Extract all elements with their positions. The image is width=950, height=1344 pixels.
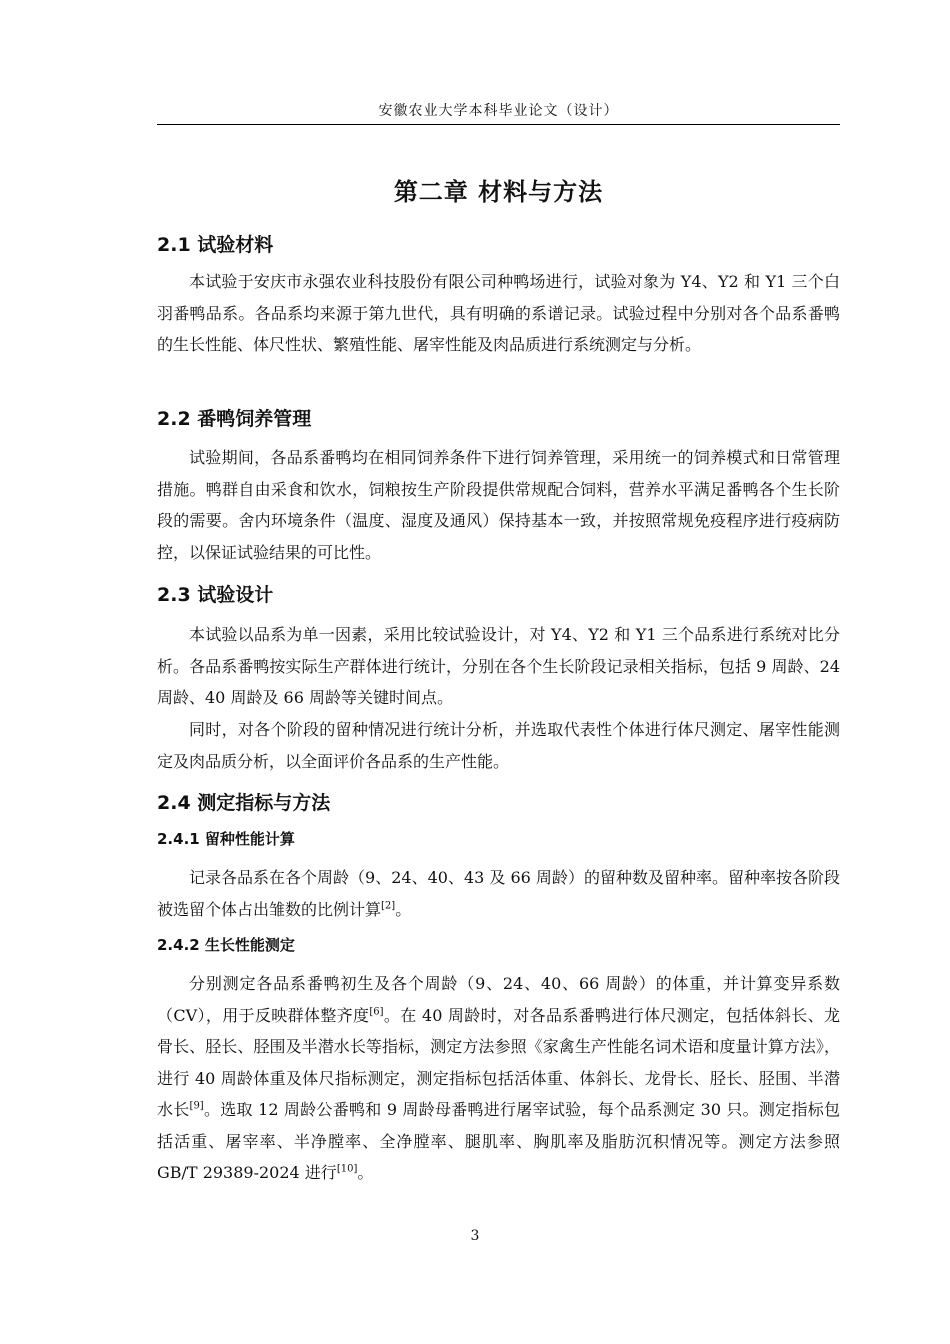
section-2-3-paragraph-1: 本试验以品系为单一因素，采用比较试验设计，对 Y4、Y2 和 Y1 三个品系进行系统对比分析。各品系番鸭按实际生产群体进行统计，分别在各个生长阶段记录相关指标，包括 9 周龄、24 周龄、40 周龄及 66 周龄等关键时间点。 <box>157 625 840 707</box>
section-2-1-paragraph: 本试验于安庆市永强农业科技股份有限公司种鸭场进行，试验对象为 Y4、Y2 和 Y1 三个白羽番鸭品系。各品系均来源于第九世代，具有明确的系谱记录。试验过程中分别对各个品系番鸭的生长性能、体尺性状、繁殖性能、屠宰性能及肉品质进行系统测定与分析。 <box>157 272 840 354</box>
paragraph-text-end: 。 <box>395 899 412 919</box>
header-rule <box>157 124 840 125</box>
citation-ref: [6] <box>369 1006 384 1018</box>
paragraph-text: 分别测定各品系番鸭初生及各个周龄（9、24、40、66 周龄）的体重，并计算变异系数（CV），用于反映群体整齐度 <box>157 974 840 1025</box>
citation-ref: [9] <box>189 1100 204 1112</box>
section-2-2-paragraph: 试验期间，各品系番鸭均在相同饲养条件下进行饲养管理，采用统一的饲养模式和日常管理措施。鸭群自由采食和饮水，饲粮按生产阶段提供常规配合饲料，营养水平满足番鸭各个生长阶段的需要。舍内环境条件（温度、湿度及通风）保持基本一致，并按照常规免疫程序进行疫病防控，以保证试验结果的可比性。 <box>157 448 840 562</box>
section-heading-2-3: 2.3 试验设计 <box>157 584 274 606</box>
paragraph-text: 记录各品系在各个周龄（9、24、40、43 及 66 周龄）的留种数及留种率。留种率按各阶段被选留个体占出雏数的比例计算 <box>157 868 840 919</box>
section-heading-2-4-2: 2.4.2 生长性能测定 <box>157 936 295 954</box>
section-2-4-2-paragraph <box>157 968 840 1189</box>
paragraph-text: 。选取 12 周龄公番鸭和 9 周龄母番鸭进行屠宰试验，每个品系测定 30 只。测定指标包括活重、屠宰率、半净膛率、全净膛率、腿肌率、胸肌率及脂肪沉积情况等。测定方法参照 GB/T 29389-2024 进行 <box>157 1100 840 1182</box>
section-2-4-1-paragraph <box>157 862 840 925</box>
section-heading-2-4: 2.4 测定指标与方法 <box>157 792 331 814</box>
citation-ref: [2] <box>381 900 396 912</box>
page-number: 3 <box>470 1228 480 1244</box>
paragraph-text-end: 。 <box>357 1163 374 1182</box>
section-2-3-paragraph-2: 同时，对各个阶段的留种情况进行统计分析，并选取代表性个体进行体尺测定、屠宰性能测定及肉品质分析，以全面评价各品系的生产性能。 <box>157 720 840 771</box>
running-header: 安徽农业大学本科毕业论文（设计） <box>378 103 619 119</box>
chapter-title: 第二章 材料与方法 <box>393 178 604 206</box>
section-heading-2-4-1: 2.4.1 留种性能计算 <box>157 830 295 848</box>
section-heading-2-2: 2.2 番鸭饲养管理 <box>157 408 312 430</box>
citation-ref: [10] <box>336 1163 358 1175</box>
section-heading-2-1: 2.1 试验材料 <box>157 234 274 256</box>
paragraph-text: 。在 40 周龄时，对各品系番鸭进行体尺测定，包括体斜长、龙骨长、胫长、胫围及半潜水长等指标，测定方法参照《家禽生产性能名词术语和度量计算方法》，进行 40 周龄体重及体尺指标测定，测定指标包括活体重、体斜长、龙骨长、胫长、胫围、半潜水长 <box>157 1005 840 1119</box>
